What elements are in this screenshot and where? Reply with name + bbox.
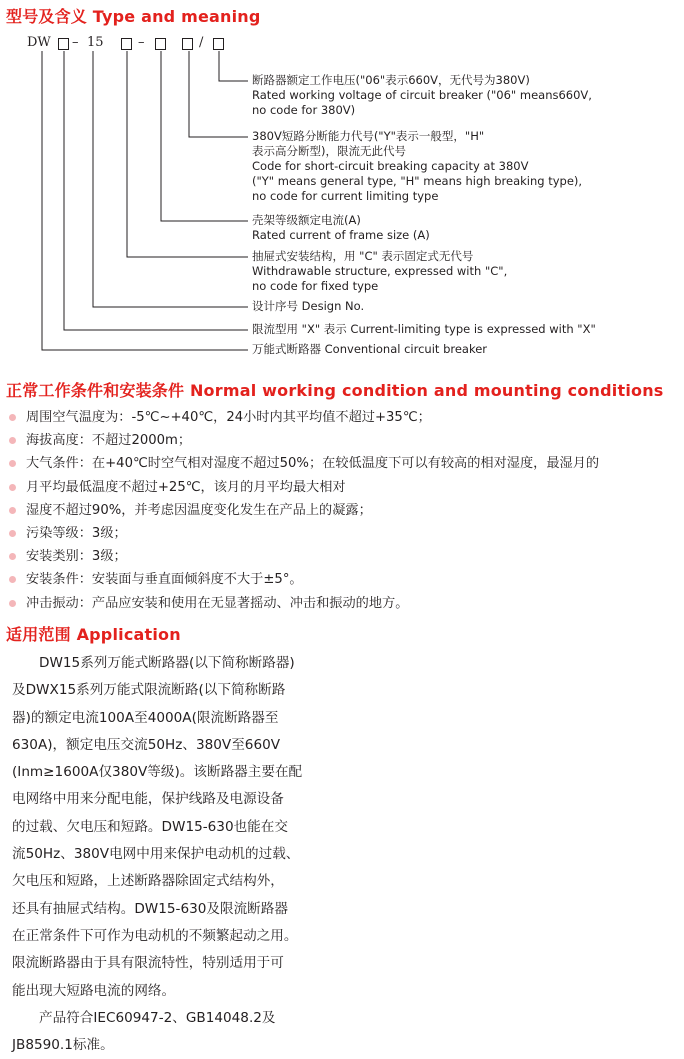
section-title-working-conditions: 正常工作条件和安装条件 Normal working condition and mounting conditions <box>6 381 664 400</box>
code-slash: / <box>199 35 204 50</box>
list-item: 月平均最低温度不超过+25℃，该月的月平均最大相对 <box>8 476 682 499</box>
text-line: 电网络中用来分配电能，保护线路及电源设备 <box>12 791 284 808</box>
text-line: (Inm≥1600A仅380V等级)。该断路器主要在配 <box>12 764 303 781</box>
text-line: 限流断路器由于具有限流特性，特别适用于可 <box>12 955 284 972</box>
list-item: 冲击振动：产品应安装和使用在无显著摇动、冲击和振动的地方。 <box>8 592 682 615</box>
section-title-application: 适用范围 Application <box>6 625 181 644</box>
type-prefix: DW <box>27 35 51 50</box>
text-line: 能出现大短路电流的网络。 <box>12 982 176 999</box>
text-line: 流50Hz、380V电网中用来保护电动机的过载、 <box>12 846 300 863</box>
text-line: DW15系列万能式断路器(以下简称断路器) <box>39 655 295 671</box>
bullet-dot <box>9 414 16 421</box>
bullet-dot <box>9 553 16 560</box>
bullet-dot <box>9 507 16 514</box>
text-line: JB8590.1标准。 <box>12 1037 114 1054</box>
text-line: 的过载、欠电压和短路。DW15-630也能在交 <box>12 818 288 835</box>
text-line: 630A)，额定电压交流50Hz、380V至660V <box>12 736 281 753</box>
desc-rated-voltage: 断路器额定工作电压("06"表示660V，无代号为380V) Rated working voltage of circuit breaker ("06" means660V, no code for 380V) <box>252 73 592 117</box>
section-title-type-meaning: 型号及含义 Type and meaning <box>6 7 261 26</box>
bullet-dot <box>9 576 16 583</box>
desc-withdrawable: 抽屉式安装结构，用 "C" 表示固定式无代号 Withdrawable structure, expressed with "C", no code for fixed type <box>252 249 508 293</box>
text-line: 器)的额定电流100A至4000A(限流断路器至 <box>12 709 279 726</box>
code-dash: – <box>72 35 79 50</box>
application-text <box>12 650 324 1059</box>
conditions-list <box>8 406 682 615</box>
text-line: 欠电压和短路，上述断路器除固定式结构外， <box>12 873 284 890</box>
desc-frame-current: 壳架等级额定电流(A) Rated current of frame size (A) <box>252 213 430 242</box>
bullet-dot <box>9 530 16 537</box>
bullet-dot <box>9 484 16 491</box>
list-item: 安装类别：3级； <box>8 545 682 568</box>
list-item: 大气条件：在+40℃时空气相对湿度不超过50%；在较低温度下可以有较高的相对湿度，最湿月的 <box>8 452 682 475</box>
text-line: 在正常条件下可作为电动机的不频繁起动之用。 <box>12 927 298 944</box>
list-item: 海拔高度：不超过2000m； <box>8 429 682 452</box>
desc-conventional-breaker: 万能式断路器 Conventional circuit breaker <box>252 342 488 356</box>
text-line: 及DWX15系列万能式限流断路(以下简称断路 <box>12 682 286 699</box>
type-designation-diagram <box>0 28 684 368</box>
list-item: 湿度不超过90%，并考虑因温度变化发生在产品上的凝露； <box>8 499 682 522</box>
code-dash: – <box>138 35 145 50</box>
list-item: 安装条件：安装面与垂直面倾斜度不大于±5°。 <box>8 568 682 591</box>
list-item: 污染等级：3级； <box>8 522 682 545</box>
text-line: 还具有抽屉式结构。DW15-630及限流断路器 <box>12 900 288 917</box>
desc-breaking-capacity: 380V短路分断能力代号("Y"表示一般型，"H" 表示高分断型)，限流无此代号 Code for short-circuit breaking capacity at 380V ("Y" means general type, "H" means high breaking type), no code for current limiting type <box>252 129 583 203</box>
list-item: 周围空气温度为：-5℃~+40℃，24小时内其平均值不超过+35℃； <box>8 406 682 429</box>
bullet-dot <box>9 437 16 444</box>
text-line: 产品符合IEC60947-2、GB14048.2及 <box>39 1009 276 1026</box>
design-number: 15 <box>87 35 104 50</box>
bullet-dot <box>9 460 16 467</box>
desc-current-limiting: 限流型用 "X" 表示 Current-limiting type is expressed with "X" <box>252 322 596 336</box>
bullet-dot <box>9 600 16 607</box>
desc-design-no: 设计序号 Design No. <box>252 299 365 313</box>
